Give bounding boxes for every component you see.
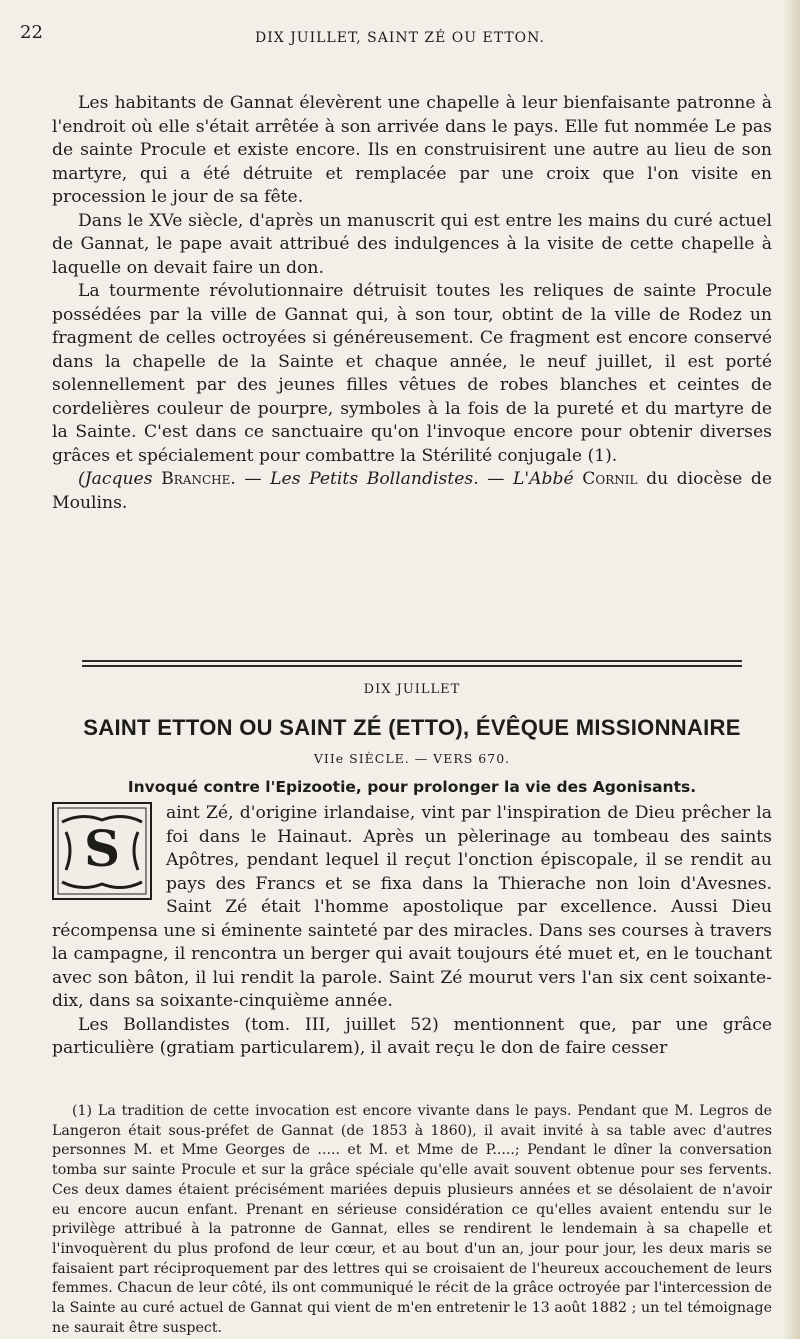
- page-edge-shadow: [782, 0, 800, 1339]
- entry-paragraph-2: [52, 1014, 772, 1061]
- entry-title: SAINT ETTON OU SAINT ZÉ (ETTO), ÉVÊQUE MISSIONNAIRE: [83, 715, 741, 740]
- citation-author-last: Branche.: [161, 469, 236, 489]
- entry-day: DIX JUILLET: [363, 682, 461, 697]
- footnote-block: [52, 1102, 772, 1338]
- citation-author-first: (Jacques: [78, 469, 153, 489]
- entry-body: [52, 802, 772, 1061]
- section-divider-bottom: [82, 665, 742, 667]
- entry-paragraph-1: [52, 802, 772, 1014]
- entry-header: [52, 682, 772, 796]
- running-head: DIX JUILLET, SAINT ZÉ OU ETTON.: [255, 30, 545, 46]
- dropcap-block: [52, 802, 158, 902]
- entry-body-first: aint Zé, d'origine irlandaise, vint par l'inspiration de Dieu prêcher la foi dans le Hainaut. Après un pèlerinage au tombeau des saints Apôtres, pendant lequel il reçut l'onction épiscopale, il se rendit au pays des Francs et se fixa dans la Thierache non loin d'Avesnes. Saint Zé était l'homme apostolique par excellence. Aussi Dieu récompensa une si éminente sainteté par des miracles. Dans ses courses à travers la campagne, il rencontra un berger qui avait toujours été muet et, en le touchant avec son bâton, il lui rendit la parole. Saint Zé mourut vers l'an six cent soixante-dix, dans sa soixante-cinquième année.: [52, 803, 772, 1011]
- source-citation: [52, 468, 772, 515]
- citation-diocese: du diocèse de Moulins.: [52, 469, 773, 513]
- entry-body-second: Les Bollandistes (tom. III, juillet 52) mentionnent que, par une grâce particulière (gratiam particularem), il avait reçu le don de faire cesser: [52, 1014, 772, 1058]
- section-divider-top: [82, 660, 742, 662]
- top-section: [52, 92, 772, 515]
- citation-works: — Les Petits Bollandistes. — L'Abbé: [244, 469, 574, 489]
- entry-era: VIIe SIÈCLE. — VERS 670.: [313, 751, 511, 766]
- page-number: 22: [20, 22, 43, 43]
- paragraph-indulgences: Dans le XVe siècle, d'après un manuscrit qui est entre les mains du curé actuel de Gannat, le pape avait attribué des indulgences à la visite de cette chapelle à laquelle on devait faire un don.: [52, 210, 772, 278]
- ornate-dropcap-icon: [52, 802, 152, 900]
- paragraph-reliques: La tourmente révolutionnaire détruisit toutes les reliques de sainte Procule possédées par la ville de Gannat qui, à son tour, obtint de la ville de Rodez un fragment de celles octroyées si généreusement. Ce fragment est encore conservé dans la chapelle de la Sainte et chaque année, le neuf juillet, il est porté solennellement par des jeunes filles vêtues de robes blanches et ceintes de cordelières couleur de pourpre, symboles à la fois de la pureté et du martyre de la Sainte. C'est dans ce sanctuaire qu'on l'invoque encore pour obtenir diverses grâces et spécialement pour combattre la Stérilité conjugale (1).: [52, 281, 772, 466]
- citation-abbe: Cornil: [582, 469, 638, 489]
- paragraph-chapelle: Les habitants de Gannat élevèrent une chapelle à leur bienfaisante patronne à l'endroit où elle s'était arrêtée à son arrivée dans le pays. Elle fut nommée Le pas de sainte Procule et existe encore. Ils en construisirent une autre au lieu de son martyre, qui a été détruite et remplacée par une croix que l'on visite en procession le jour de sa fête.: [52, 93, 772, 207]
- footnote-text: (1) La tradition de cette invocation est encore vivante dans le pays. Pendant que M. Legros de Langeron était sous-préfet de Gannat (de 1853 à 1860), il avait invité à sa table avec d'autres personnes M. et Mme Georges de ..... et M. et Mme de P.....; Pendant le dîner la conversation tomba sur sainte Procule et sur la grâce spéciale qu'elle avait souvent obtenue pour ses fervents. Ces deux dames étaient précisément mariées depuis plusieurs années et se désolaient de n'avoir eu encore aucun enfant. Prenant en sérieuse considération ce qu'elles avaient entendu sur le privilège attribué à la patronne de Gannat, elles se rendirent le lendemain à sa chapelle et l'invoquèrent du plus profond de leur cœur, et au bout d'un an, jour pour jour, les deux maris se faisaient part réciproquement par des lettres qui se croisaient de l'heureux accouchement de leurs femmes. Chacun de leur côté, ils ont communiqué le récit de la grâce octroyée par l'intercession de la Sainte au curé actuel de Gannat qui vient de m'en entretenir le 13 août 1882 ; un tel témoignage ne saurait être suspect.: [52, 1103, 772, 1336]
- entry-invocation: Invoqué contre l'Epizootie, pour prolonger la vie des Agonisants.: [127, 778, 697, 796]
- dropcap-letter: S: [83, 819, 121, 878]
